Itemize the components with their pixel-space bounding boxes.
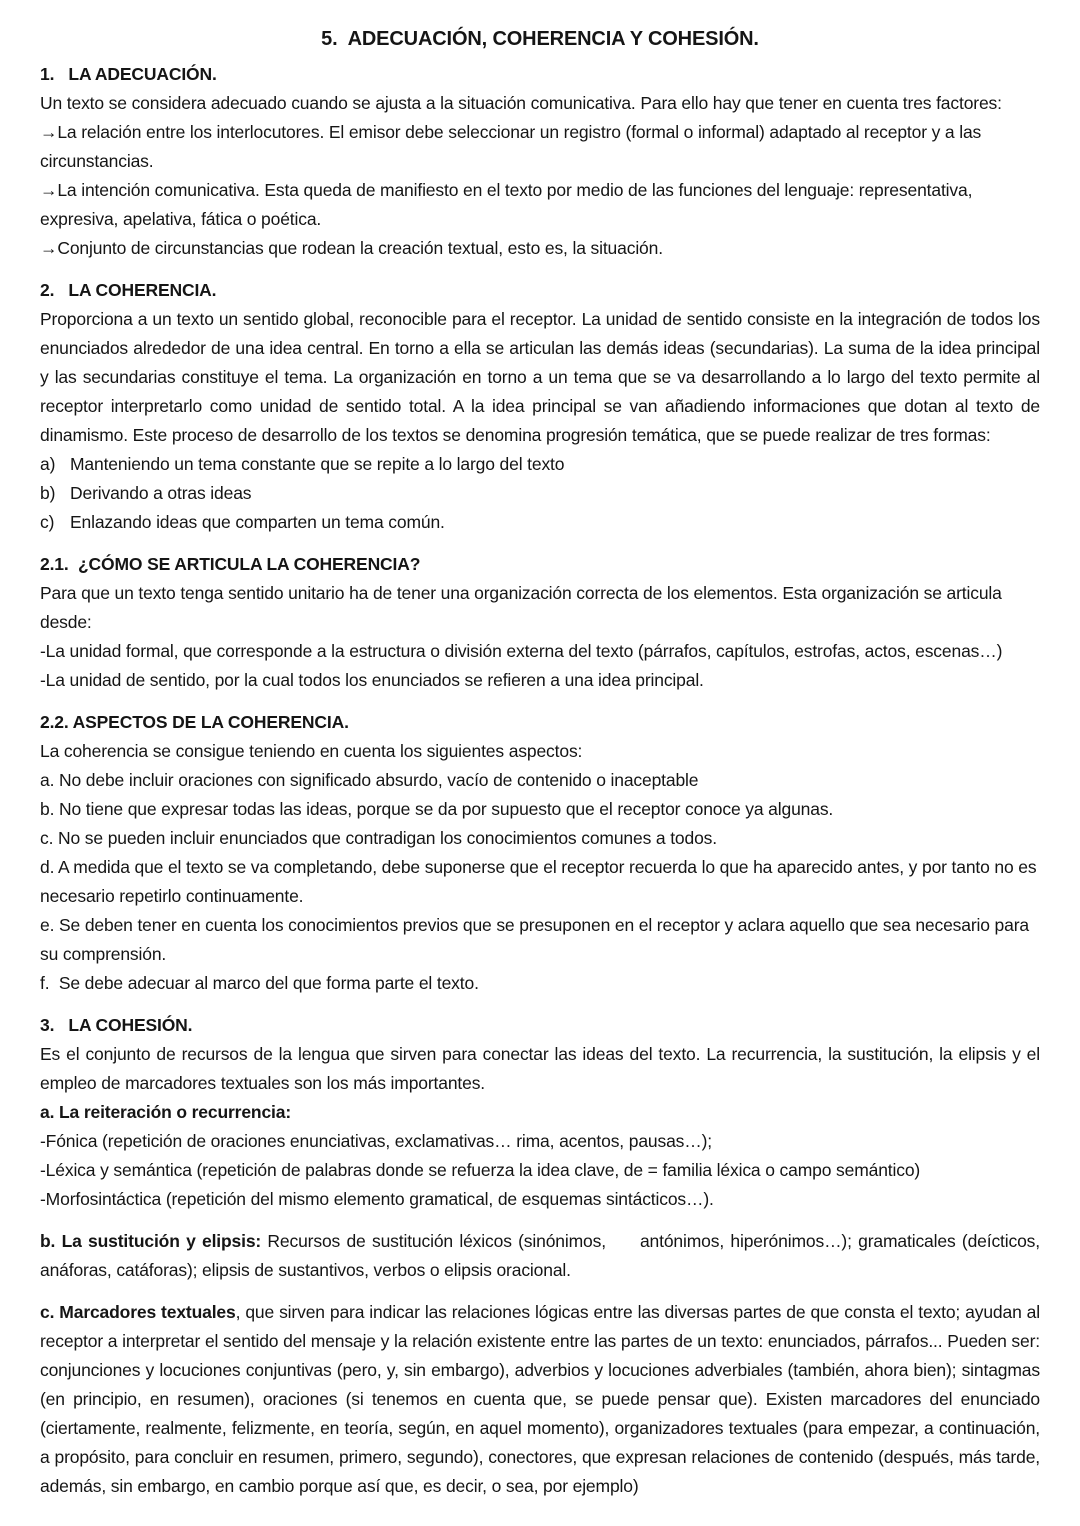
lettered-item: c. No se pueden incluir enunciados que contradigan los conocimientos comunes a todos. [40,828,717,848]
lettered-item: d. A medida que el texto se va completando, debe suponerse que el receptor recuerda lo que ha aparecido antes, y por tanto no es necesario repetirlo continuamente. [40,857,1042,906]
paragraph: Proporciona a un texto un sentido global, reconocible para el receptor. La unidad de sentido consiste en la integración de todos los enunciados alrededor de una idea central. En torno a ella se articulan las demás ideas (secundarias). La suma de la idea principal y las secundarias constituye el tema. La organización en torno a un tema que se va desarrollando a lo largo del texto permite al receptor interpretarlo como unidad de sentido total. A la idea principal se van añadiendo informaciones que dotan al texto de dinamismo. Este proceso de desarrollo de los textos se denomina progresión temática, que se puede realizar de tres formas: [40,309,1040,445]
arrow-item: →La relación entre los interlocutores. El emisor debe seleccionar un registro (formal o informal) adaptado al receptor y a las circunstancias. [40,122,986,171]
section-heading-cohesion: 3. LA COHESIÓN. [40,1015,193,1035]
arrow-item: →Conjunto de circunstancias que rodean la creación textual, esto es, la situación. [40,238,663,258]
page-title: 5. ADECUACIÓN, COHERENCIA Y COHESIÓN. [321,28,759,50]
list-item-text: Derivando a otras ideas [70,483,252,503]
lettered-item: f. Se debe adecuar al marco del que forma parte el texto. [40,973,479,993]
list-item [40,479,1040,508]
paragraph-text: antónimos, hiperónimos…); gramaticales (deícticos, anáforas, catáforas); elipsis de sustantivos, verbos o elipsis oracional. [40,1231,1040,1280]
section-heading-coherencia: 2. LA COHERENCIA. [40,280,217,300]
arrow-item: →La intención comunicativa. Esta queda de manifiesto en el texto por medio de las funciones del lenguaje: representativa, expresiva, apelativa, fática o poética. [40,180,978,229]
paragraph-text: Recursos de sustitución léxicos (sinónimos, [261,1231,606,1251]
paragraph: Un texto se considera adecuado cuando se ajusta a la situación comunicativa. Para ello hay que tener en cuenta tres factores: [40,93,1002,113]
bold-subheading-reiteracion: a. La reiteración o recurrencia: [40,1102,292,1122]
bold-lead-marcadores: c. Marcadores textuales [40,1302,236,1322]
paragraph: La coherencia se consigue teniendo en cuenta los siguientes aspectos: [40,741,583,761]
lettered-item: b. No tiene que expresar todas las ideas, porque se da por supuesto que el receptor conoce ya algunas. [40,799,834,819]
list-marker: b) [40,483,56,503]
subsection-heading-aspectos-coherencia: 2.2. ASPECTOS DE LA COHERENCIA. [40,712,349,732]
list-item-text: Enlazando ideas que comparten un tema común. [70,512,445,532]
dash-item: -Morfosintáctica (repetición del mismo elemento gramatical, de esquemas sintácticos…). [40,1189,714,1209]
section-heading-adecuacion: 1. LA ADECUACIÓN. [40,64,217,84]
subsection-heading-articula-coherencia: 2.1. ¿CÓMO SE ARTICULA LA COHERENCIA? [40,554,421,574]
lettered-item: a. No debe incluir oraciones con significado absurdo, vacío de contenido o inaceptable [40,770,699,790]
paragraph-sustitucion [40,1227,1040,1285]
list-item [40,450,1040,479]
paragraph: Para que un texto tenga sentido unitario ha de tener una organización correcta de los elementos. Esta organización se articula desde: [40,583,1007,632]
list-marker: a) [40,454,56,474]
dash-item: -La unidad de sentido, por la cual todos los enunciados se refieren a una idea principal. [40,670,704,690]
paragraph-marcadores [40,1298,1040,1501]
list-marker: c) [40,512,55,532]
dash-item: -Fónica (repetición de oraciones enunciativas, exclamativas… rima, acentos, pausas…); [40,1131,713,1151]
lettered-item: e. Se deben tener en cuenta los conocimientos previos que se presuponen en el receptor y aclara aquello que sea necesario para su comprensión. [40,915,1034,964]
list-item [40,508,1040,537]
bold-lead-sustitucion: b. La sustitución y elipsis: [40,1231,262,1251]
paragraph: Es el conjunto de recursos de la lengua que sirven para conectar las ideas del texto. La recurrencia, la sustitución, la elipsis y el empleo de marcadores textuales son los más importantes. [40,1044,1040,1093]
paragraph-text: , que sirven para indicar las relaciones lógicas entre las diversas partes de que consta el texto; ayudan al receptor a interpretar el sentido del mensaje y la relación existente entre las partes de un texto: enunciados, párrafos... Pueden ser: conjunciones y locuciones conjuntivas (pero, y, sin embargo), adverbios y locuciones adverbiales (también, ahora bien); sintagmas (en principio, en resumen), oraciones (si tenemos en cuenta que, se puede pensar que). Existen marcadores del enunciado (ciertamente, realmente, felizmente, en teoría, según, en aquel momento), organizadores textuales (para empezar, a continuación, a propósito, para concluir en resumen, primero, segundo), conectores, que expresan relaciones de contenido (después, más tarde, además, sin embargo, en cambio porque así que, es decir, o sea, por ejemplo) [40,1302,1040,1496]
list-item-text: Manteniendo un tema constante que se repite a lo largo del texto [70,454,565,474]
dash-item: -Léxica y semántica (repetición de palabras donde se refuerza la idea clave, de = familia léxica o campo semántico) [40,1160,921,1180]
dash-item: -La unidad formal, que corresponde a la estructura o división externa del texto (párrafos, capítulos, estrofas, actos, escenas…) [40,641,1003,661]
